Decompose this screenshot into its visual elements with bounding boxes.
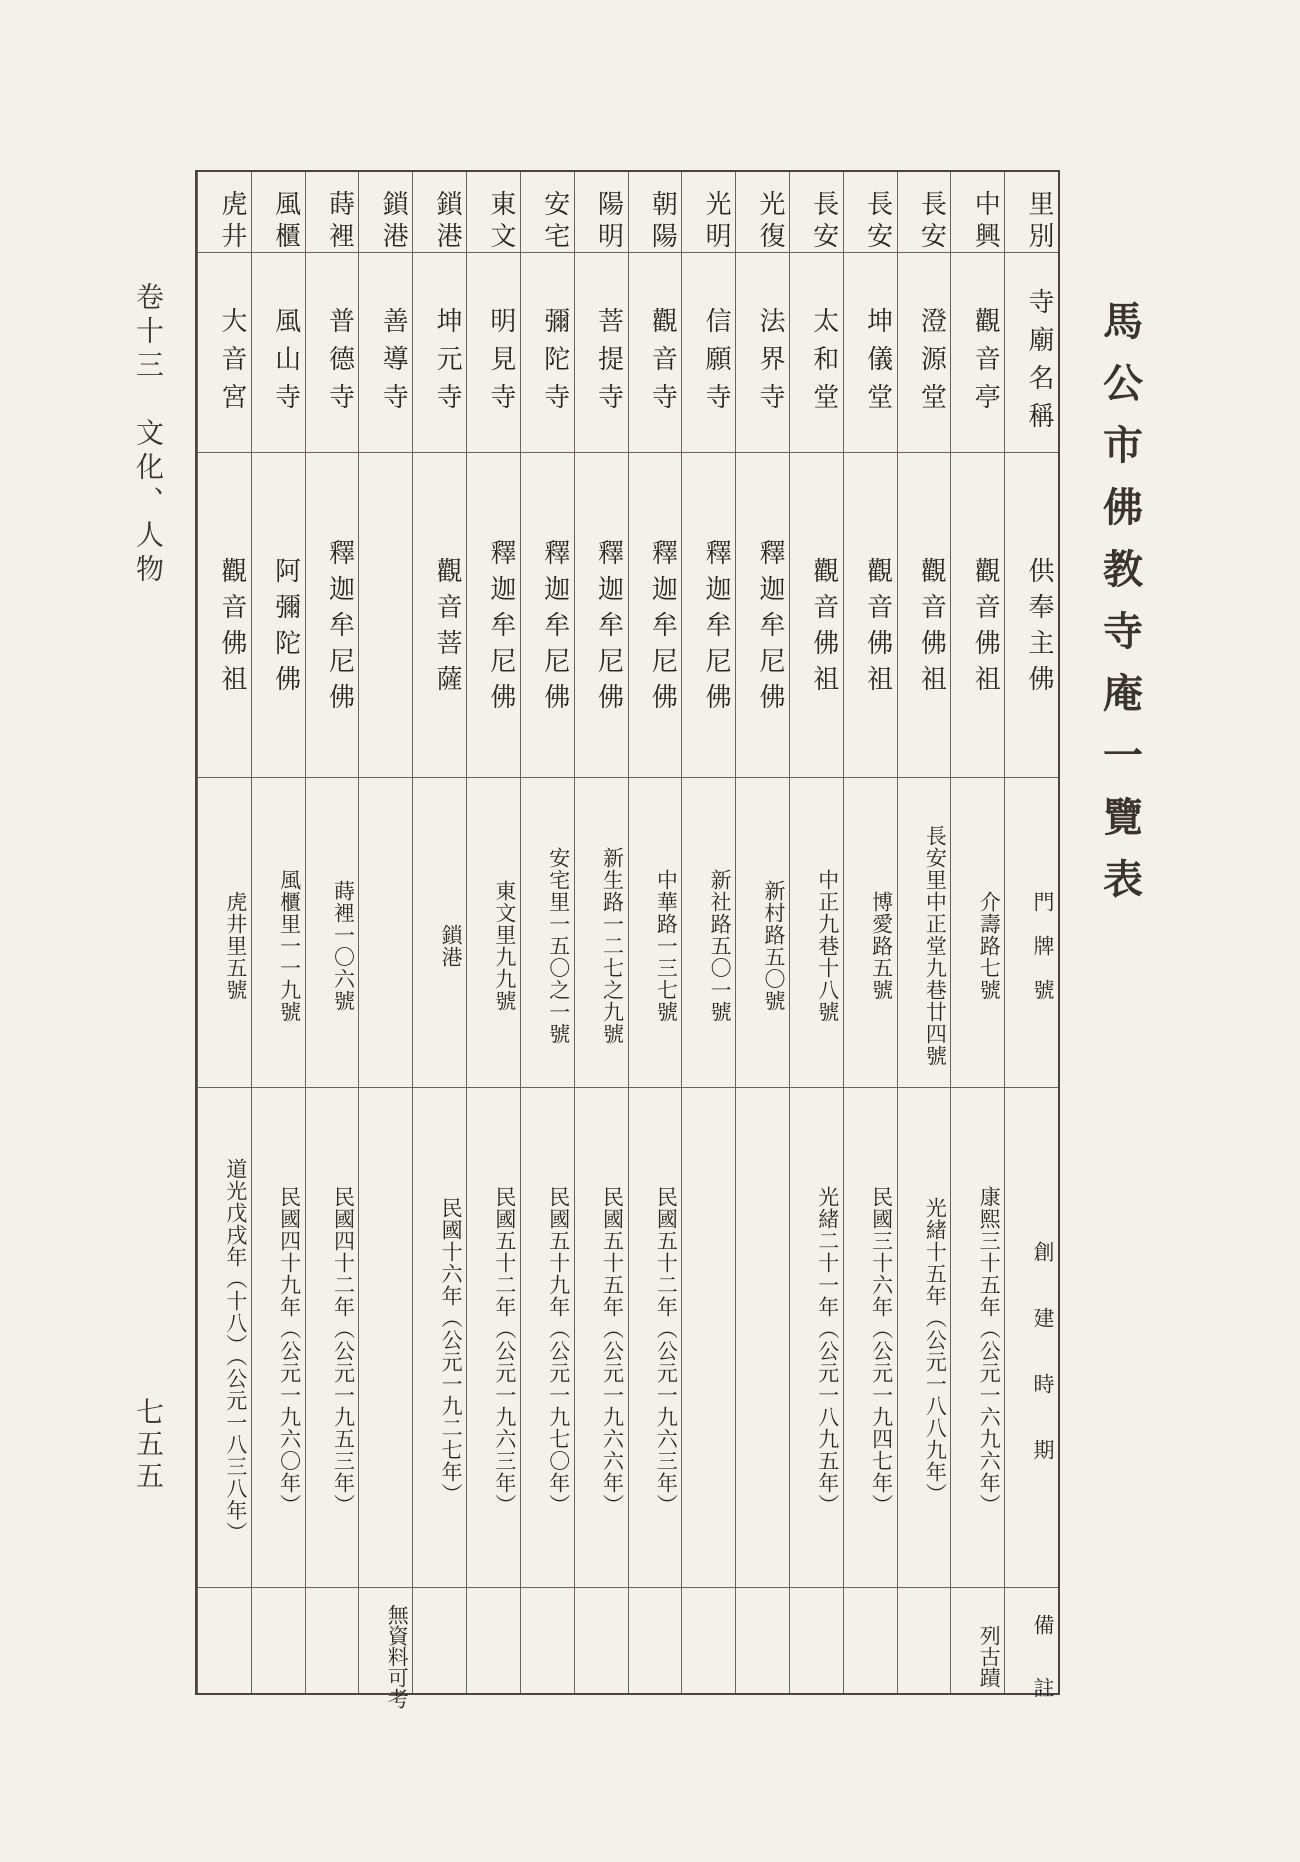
row-note — [252, 1587, 305, 1711]
row-address: 安宅里一五〇之一號 — [546, 847, 571, 1045]
table-row — [197, 172, 251, 1693]
row-name: 彌陀寺 — [539, 307, 570, 421]
table-divider — [197, 1587, 1058, 1588]
row-name: 善導寺 — [378, 307, 409, 421]
row-note — [629, 1587, 682, 1711]
table-row — [843, 172, 897, 1693]
row-li: 長安 — [808, 190, 839, 254]
table-row — [950, 172, 1004, 1693]
row-name: 澄源堂 — [916, 307, 947, 421]
row-deity: 釋迦牟尼佛 — [324, 538, 355, 719]
row-note — [682, 1587, 735, 1711]
row-address: 長安里中正堂九巷廿四號 — [923, 825, 948, 1067]
row-deity: 觀音佛祖 — [862, 556, 893, 701]
row-li: 光明 — [701, 190, 732, 254]
header-name: 寺廟名稱 — [1024, 288, 1054, 440]
row-founded: 民國三十六年（公元一九四七年） — [869, 1186, 894, 1516]
row-deity: 釋迦牟尼佛 — [701, 538, 732, 719]
row-name: 坤元寺 — [432, 307, 463, 421]
row-address: 新社路五〇一號 — [708, 869, 733, 1023]
row-note: 無資料可考 — [385, 1603, 410, 1709]
row-name: 風山寺 — [270, 307, 301, 421]
row-deity: 釋迦牟尼佛 — [539, 538, 570, 719]
table-row — [466, 172, 520, 1693]
table-title: 馬公市佛教寺庵一覽表 — [1096, 300, 1144, 920]
header-address: 門 牌 號 — [1031, 891, 1055, 1001]
row-founded: 民國五十五年（公元一九六六年） — [600, 1186, 625, 1516]
table-row — [574, 172, 628, 1693]
row-note — [198, 1587, 251, 1711]
row-note — [790, 1587, 843, 1711]
page-number: 七五五 — [132, 1397, 165, 1493]
row-founded: 民國四十九年（公元一九六〇年） — [277, 1186, 302, 1516]
row-deity: 觀音佛祖 — [970, 556, 1001, 701]
row-address: 新村路五〇號 — [761, 880, 786, 1012]
row-founded: 民國十六年（公元一九二七年） — [439, 1197, 464, 1505]
row-founded: 光緒二十一年（公元一八九五年） — [815, 1186, 840, 1516]
section-label: 卷十三 文化、人物 — [132, 282, 165, 588]
header-deity: 供奉主佛 — [1024, 556, 1054, 701]
row-founded: 民國四十二年（公元一九五三年） — [331, 1186, 356, 1516]
table-divider — [197, 252, 1058, 253]
table-row — [681, 172, 735, 1693]
row-address: 虎井里五號 — [223, 891, 248, 1001]
row-li: 光復 — [754, 190, 785, 254]
table-row — [305, 172, 359, 1693]
table-row — [358, 172, 412, 1709]
temple-table — [195, 170, 1060, 1709]
row-li: 虎井 — [216, 190, 247, 254]
table-row — [789, 172, 843, 1693]
row-address: 蒔裡一〇六號 — [331, 880, 356, 1012]
row-deity — [359, 452, 412, 791]
row-li: 朝陽 — [647, 190, 678, 254]
row-name: 法界寺 — [754, 307, 785, 421]
table-divider — [197, 1087, 1058, 1088]
row-name: 明見寺 — [485, 307, 516, 421]
table-row — [628, 172, 682, 1693]
row-address: 中華路一三七號 — [654, 869, 679, 1023]
row-deity: 釋迦牟尼佛 — [593, 538, 624, 719]
row-deity: 釋迦牟尼佛 — [754, 538, 785, 719]
row-address: 風櫃里一一九號 — [277, 869, 302, 1023]
row-note — [306, 1587, 359, 1711]
row-founded — [359, 1087, 412, 1601]
table-divider — [197, 777, 1058, 778]
row-li: 東文 — [485, 190, 516, 254]
row-note — [521, 1587, 574, 1711]
table-row — [520, 172, 574, 1693]
table-row — [897, 172, 951, 1693]
row-li: 中興 — [970, 190, 1001, 254]
row-name: 觀音寺 — [647, 307, 678, 421]
table-row — [412, 172, 466, 1693]
header-founded: 創 建 時 期 — [1031, 1241, 1055, 1461]
header-note: 備 註 — [1031, 1614, 1055, 1698]
row-address: 博愛路五號 — [869, 891, 894, 1001]
row-address: 新生路一二七之九號 — [600, 847, 625, 1045]
row-address: 鎖港 — [439, 924, 464, 968]
row-founded: 民國五十二年（公元一九六三年） — [654, 1186, 679, 1516]
table-divider — [197, 452, 1058, 453]
row-note — [575, 1587, 628, 1711]
row-founded: 光緒十五年（公元一八八九年） — [923, 1197, 948, 1505]
row-name: 太和堂 — [808, 307, 839, 421]
row-deity: 觀音佛祖 — [808, 556, 839, 701]
row-name: 觀音亭 — [970, 307, 1001, 421]
row-note — [898, 1587, 951, 1711]
row-founded: 道光戊戌年（十八）（公元一八三八年） — [223, 1158, 248, 1544]
row-li: 陽明 — [593, 190, 624, 254]
row-founded: 康熙三十五年（公元一六九六年） — [977, 1186, 1002, 1516]
row-name: 菩提寺 — [593, 307, 624, 421]
row-note — [844, 1587, 897, 1711]
row-li: 長安 — [862, 190, 893, 254]
row-founded — [736, 1087, 789, 1601]
row-li: 鎖港 — [432, 190, 463, 254]
row-deity: 觀音佛祖 — [216, 556, 247, 701]
row-note — [736, 1587, 789, 1711]
header-column — [1004, 172, 1058, 1698]
row-li: 鎖港 — [378, 190, 409, 254]
row-li: 安宅 — [539, 190, 570, 254]
row-name: 普德寺 — [324, 307, 355, 421]
row-founded: 民國五十九年（公元一九七〇年） — [546, 1186, 571, 1516]
table-row — [251, 172, 305, 1693]
row-name: 信願寺 — [701, 307, 732, 421]
row-address — [359, 777, 412, 1101]
row-deity: 釋迦牟尼佛 — [485, 538, 516, 719]
row-founded — [682, 1087, 735, 1601]
table-row — [735, 172, 789, 1693]
row-address: 東文里九九號 — [492, 880, 517, 1012]
row-deity: 觀音菩薩 — [432, 556, 463, 701]
row-name: 坤儀堂 — [862, 307, 893, 421]
row-note: 列古蹟 — [977, 1624, 1002, 1688]
row-deity: 釋迦牟尼佛 — [647, 538, 678, 719]
row-li: 長安 — [916, 190, 947, 254]
row-deity: 觀音佛祖 — [916, 556, 947, 701]
row-founded: 民國五十二年（公元一九六三年） — [492, 1186, 517, 1516]
row-deity: 阿彌陀佛 — [270, 556, 301, 701]
row-name: 大音宮 — [216, 307, 247, 421]
row-address: 介壽路七號 — [977, 891, 1002, 1001]
row-note — [467, 1587, 520, 1711]
row-note — [413, 1587, 466, 1711]
header-li: 里別 — [1024, 190, 1054, 254]
row-li: 風櫃 — [270, 190, 301, 254]
row-li: 蒔裡 — [324, 190, 355, 254]
row-address: 中正九巷十八號 — [815, 869, 840, 1023]
